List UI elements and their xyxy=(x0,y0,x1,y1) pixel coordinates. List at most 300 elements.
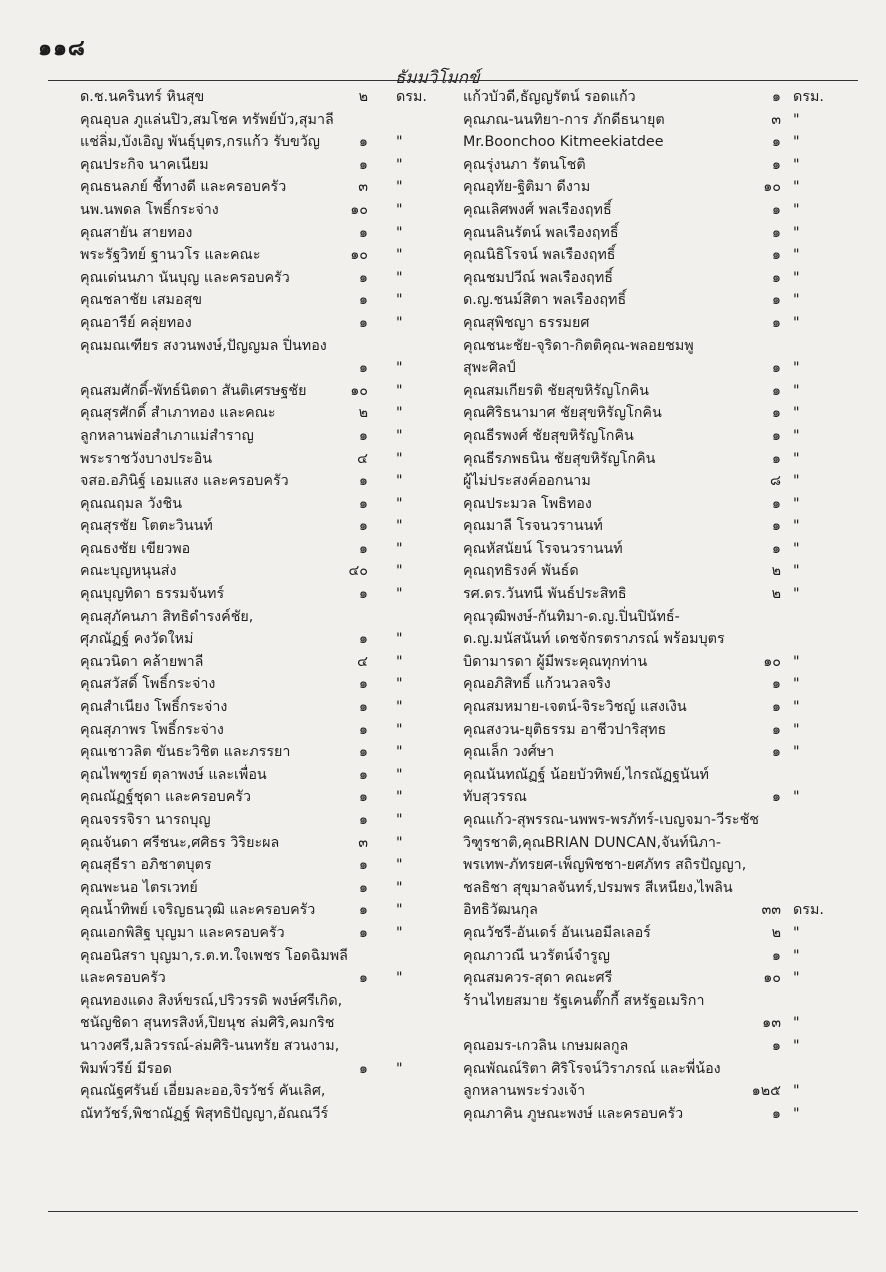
donor-name: และครอบครัว xyxy=(80,970,166,987)
donation-unit: " xyxy=(793,563,800,580)
donation-unit: " xyxy=(396,789,403,806)
donation-unit: " xyxy=(793,111,800,128)
donation-amount: ๑ xyxy=(358,970,368,987)
donation-unit: " xyxy=(396,766,403,783)
left-entry xyxy=(80,786,440,809)
left-entry xyxy=(80,109,440,132)
donation-unit: " xyxy=(793,314,800,331)
donation-unit: " xyxy=(396,518,403,535)
donor-name: คุณไพฑูรย์ ตุลาพงษ์ และเพื่อน xyxy=(80,766,267,783)
donor-name: คุณนิธิโรจน์ พลเรืองฤทธิ์ xyxy=(463,247,616,264)
donor-name: คุณธงชัย เขียวพอ xyxy=(80,540,191,557)
left-entry xyxy=(80,289,440,312)
donation-unit: " xyxy=(396,540,403,557)
right-entry xyxy=(463,628,823,651)
donation-unit: " xyxy=(396,269,403,286)
right-entry xyxy=(463,131,823,154)
donation-amount: ๑ xyxy=(358,292,368,309)
donation-unit: " xyxy=(396,857,403,874)
right-entry xyxy=(463,922,823,945)
donation-unit: " xyxy=(793,450,800,467)
donor-name: คุณเชาวลิต ขันธะวิชิต และภรรยา xyxy=(80,744,291,761)
left-entry xyxy=(80,651,440,674)
donation-unit: " xyxy=(793,1015,800,1032)
donor-name: อิทธิวัฒนกุล xyxy=(463,902,538,919)
donation-amount: ๑ xyxy=(771,721,781,738)
right-entry xyxy=(463,357,823,380)
donor-name: คุณณัฏฐ์ชุดา และครอบครัว xyxy=(80,789,251,806)
donation-amount: ๓ xyxy=(771,111,781,128)
donation-unit: " xyxy=(793,179,800,196)
right-entry xyxy=(463,176,823,199)
donation-amount: ๒ xyxy=(771,924,781,941)
donation-unit: " xyxy=(793,495,800,512)
donation-unit: " xyxy=(396,879,403,896)
donation-amount: ๑ xyxy=(771,518,781,535)
left-entry xyxy=(80,86,440,109)
right-entry xyxy=(463,945,823,968)
donation-unit: " xyxy=(793,789,800,806)
left-entry xyxy=(80,1012,440,1035)
right-entry xyxy=(463,832,823,855)
donation-amount: ๓๓ xyxy=(761,902,781,919)
donation-amount: ๑ xyxy=(771,676,781,693)
donor-name: ณัทวัชร์,พิชาณัฏฐ์ พิสุทธิปัญญา,อัณณวีร์ xyxy=(80,1105,329,1122)
donor-name: คณะบุญหนุนส่ง xyxy=(80,563,177,580)
donation-unit: " xyxy=(396,631,403,648)
donation-unit: " xyxy=(793,134,800,151)
donation-unit: " xyxy=(793,721,800,738)
donor-name: นพ.นพดล โพธิ์กระจ่าง xyxy=(80,201,219,218)
donor-name: คุณธนลภย์ ชี้ทางดี และครอบครัว xyxy=(80,179,287,196)
donation-amount: ๒ xyxy=(358,405,368,422)
donor-name: ผู้ไม่ประสงค์ออกนาม xyxy=(463,473,591,490)
donation-amount: ๑ xyxy=(358,857,368,874)
donor-name: คุณวุฒิพงษ์-กันทิมา-ด.ญ.ปิ่นปินัทธ์- xyxy=(463,608,680,625)
donor-name: คุณอุทัย-ฐิติมา ดีงาม xyxy=(463,179,591,196)
donation-unit: " xyxy=(396,924,403,941)
left-entry xyxy=(80,628,440,651)
right-entry xyxy=(463,1058,823,1081)
donation-amount: ๑ xyxy=(358,721,368,738)
right-entry xyxy=(463,402,823,425)
left-entry xyxy=(80,899,440,922)
donation-unit: " xyxy=(793,540,800,557)
donor-name: คุณอมร-เกวลิน เกษมผลกูล xyxy=(463,1037,629,1054)
donor-name: คุณอารีย์ คลุ่ยทอง xyxy=(80,314,192,331)
donor-name: คุณชลาชัย เสมอสุข xyxy=(80,292,203,309)
donation-amount: ๑๐ xyxy=(763,970,781,987)
donor-name: คุณบุญทิดา ธรรมจันทร์ xyxy=(80,586,225,603)
donor-name: คุณศิริธนามาศ ชัยสุขหิรัญโกคิน xyxy=(463,405,662,422)
donation-amount: ๑ xyxy=(358,473,368,490)
donor-name: ด.ช.นครินทร์ หินสุข xyxy=(80,89,205,105)
left-entry xyxy=(80,764,440,787)
right-entry xyxy=(463,899,823,922)
donor-name: คุณสุภาพร โพธิ์กระจ่าง xyxy=(80,721,224,738)
donation-amount: ๑ xyxy=(358,676,368,693)
donation-unit: " xyxy=(396,653,403,670)
right-entry xyxy=(463,990,823,1013)
left-entry xyxy=(80,809,440,832)
donation-amount: ๑๐ xyxy=(763,179,781,196)
donation-amount: ๑ xyxy=(771,495,781,512)
donation-amount: ๑ xyxy=(358,924,368,941)
donor-name: คุณสุรชัย โตตะวินนท์ xyxy=(80,518,213,535)
left-entry xyxy=(80,154,440,177)
donation-unit: " xyxy=(793,518,800,535)
donation-unit: " xyxy=(793,1105,800,1122)
right-entry xyxy=(463,109,823,132)
donation-unit: " xyxy=(793,653,800,670)
donor-name: คุณสำเนียง โพธิ์กระจ่าง xyxy=(80,699,228,716)
donation-amount: ๓ xyxy=(358,179,368,196)
donation-amount: ๑ xyxy=(771,382,781,399)
donor-name: ลูกหลานพระร่วงเจ้า xyxy=(463,1083,586,1100)
donation-amount: ๑ xyxy=(358,766,368,783)
donation-unit: " xyxy=(793,744,800,761)
donation-amount: ๑ xyxy=(358,540,368,557)
donation-amount: ๑ xyxy=(771,292,781,309)
donation-unit: " xyxy=(793,947,800,964)
donor-name: พรเทพ-ภัทรยศ-เพ็ญพิชชา-ยศภัทร สถิรปัญญา, xyxy=(463,857,747,874)
donor-name: แช่ลิ่ม,บังเอิญ พันธุ์บุตร,กรแก้ว รับขวัญ xyxy=(80,134,320,151)
right-entry xyxy=(463,719,823,742)
donation-amount: ๒ xyxy=(771,586,781,603)
donation-amount: ๑ xyxy=(358,1060,368,1077)
page-number: ๑๑๘ xyxy=(38,35,86,61)
right-entry xyxy=(463,199,823,222)
right-entry xyxy=(463,696,823,719)
donation-amount: ๒ xyxy=(358,89,368,105)
donor-name: คุณพะนอ ไตรเวทย์ xyxy=(80,879,198,896)
donor-name: คุณชนะชัย-จุริดา-กิตติคุณ-พลอยชมพู xyxy=(463,337,694,354)
donor-name: คุณแก้ว-สุพรรณ-นพพร-พรภัทร์-เบญจมา-วีระชัช xyxy=(463,812,759,828)
right-entry xyxy=(463,267,823,290)
donation-unit: " xyxy=(396,699,403,716)
donor-name: คุณสายัน สายทอง xyxy=(80,224,193,241)
donor-name: รศ.ดร.วันทนี พันธ์ประสิทธิ xyxy=(463,586,627,603)
left-entry xyxy=(80,357,440,380)
left-entry xyxy=(80,515,440,538)
donor-name: คุณภณ-นนทิยา-การ ภักดีธนายุต xyxy=(463,111,665,128)
donation-amount: ๑ xyxy=(358,314,368,331)
right-entry xyxy=(463,673,823,696)
donation-amount: ๑ xyxy=(358,360,368,377)
right-entry xyxy=(463,244,823,267)
donation-amount: ๑๐ xyxy=(350,247,368,264)
donor-name: คุณภาคิน ภูษณะพงษ์ และครอบครัว xyxy=(463,1105,684,1122)
donation-unit: " xyxy=(793,970,800,987)
donation-amount: ๑๓ xyxy=(762,1015,781,1032)
left-entry xyxy=(80,176,440,199)
right-entry xyxy=(463,289,823,312)
donation-amount: ๑ xyxy=(358,812,368,828)
donor-name: คุณนลินรัตน์ พลเรืองฤทธิ์ xyxy=(463,224,619,241)
donor-name: จสอ.อภินิฐ์ เอมแสง และครอบครัว xyxy=(80,473,289,490)
donation-amount: ๑ xyxy=(771,224,781,241)
donor-name: คุณอภิสิทธิ์ แก้วนวลจริง xyxy=(463,676,611,693)
donation-unit: " xyxy=(396,134,403,151)
donation-amount: ๑๒๕ xyxy=(751,1083,781,1100)
right-entry xyxy=(463,786,823,809)
right-entry xyxy=(463,448,823,471)
donation-unit: " xyxy=(396,224,403,241)
donation-unit: " xyxy=(793,292,800,309)
donor-name: คุณจันดา ศรีชนะ,ศศิธร วิริยะผล xyxy=(80,834,280,851)
left-donor-column xyxy=(80,86,440,1125)
left-entry xyxy=(80,538,440,561)
right-entry xyxy=(463,1012,823,1035)
donation-amount: ๑ xyxy=(771,89,781,105)
donation-unit: " xyxy=(396,812,403,828)
right-entry xyxy=(463,583,823,606)
donor-name: พิมพ์วรีย์ มีรอด xyxy=(80,1060,172,1077)
donor-name: ร้านไทยสมาย รัฐเคนตั๊กกี้ สหรัฐอเมริกา xyxy=(463,992,705,1009)
donation-amount: ๑ xyxy=(358,134,368,151)
donor-name: คุณหัสนัยน์ โรจนวรานนท์ xyxy=(463,540,623,557)
right-entry xyxy=(463,967,823,990)
right-donor-column xyxy=(463,86,823,1125)
left-entry xyxy=(80,199,440,222)
donor-name: พระรัฐวิทย์ ฐานวโร และคณะ xyxy=(80,247,261,264)
donation-amount: ๔๐ xyxy=(348,563,368,580)
donation-unit: " xyxy=(396,382,403,399)
donation-amount: ๑๐ xyxy=(763,653,781,670)
donation-amount: ๑ xyxy=(771,156,781,173)
donor-name: ด.ญ.มนัสนันท์ เดชจักรตราภรณ์ พร้อมบุตร xyxy=(463,631,725,648)
left-entry xyxy=(80,1035,440,1058)
right-entry xyxy=(463,86,823,109)
donation-unit: " xyxy=(396,676,403,693)
donor-name: คุณสมควร-สุดา คณะศรี xyxy=(463,970,613,987)
right-entry xyxy=(463,154,823,177)
right-entry xyxy=(463,538,823,561)
left-entry xyxy=(80,1058,440,1081)
donation-amount: ๑ xyxy=(771,744,781,761)
left-entry xyxy=(80,425,440,448)
left-entry xyxy=(80,1103,440,1126)
donation-unit: " xyxy=(793,360,800,377)
left-entry xyxy=(80,967,440,990)
donation-unit: " xyxy=(396,495,403,512)
donor-name: นาวงศรี,มลิวรรณ์-ล่มศิริ-นนทรัย สวนงาม, xyxy=(80,1037,340,1054)
left-entry xyxy=(80,990,440,1013)
right-entry xyxy=(463,560,823,583)
donation-amount: ๑ xyxy=(771,360,781,377)
right-entry xyxy=(463,312,823,335)
left-entry xyxy=(80,922,440,945)
donor-name: คุณเด่นนภา นันบุญ และครอบครัว xyxy=(80,269,290,286)
left-entry xyxy=(80,1080,440,1103)
donation-amount: ๑ xyxy=(771,247,781,264)
donor-name: บิดามารดา ผู้มีพระคุณทุกท่าน xyxy=(463,653,648,670)
left-entry xyxy=(80,673,440,696)
donation-amount: ๑ xyxy=(358,879,368,896)
left-entry xyxy=(80,312,440,335)
donation-unit: " xyxy=(793,156,800,173)
left-entry xyxy=(80,131,440,154)
left-entry xyxy=(80,719,440,742)
donation-amount: ๑ xyxy=(358,586,368,603)
right-entry xyxy=(463,380,823,403)
donation-unit: " xyxy=(396,405,403,422)
donation-unit: " xyxy=(793,473,800,490)
donation-unit: " xyxy=(793,924,800,941)
donation-amount: ๑ xyxy=(358,789,368,806)
donation-amount: ๑ xyxy=(358,518,368,535)
donor-name: สุพะศิลป์ xyxy=(463,360,516,377)
donor-name: คุณสวัสดิ์ โพธิ์กระจ่าง xyxy=(80,676,216,693)
left-entry xyxy=(80,877,440,900)
right-entry xyxy=(463,651,823,674)
donation-amount: ๑ xyxy=(771,269,781,286)
donation-amount: ๑ xyxy=(358,156,368,173)
donation-unit: " xyxy=(793,269,800,286)
donation-amount: ๑ xyxy=(771,314,781,331)
donation-amount: ๑ xyxy=(771,789,781,806)
donation-unit: " xyxy=(396,721,403,738)
donation-amount: ๑ xyxy=(771,405,781,422)
donation-amount: ๑ xyxy=(358,269,368,286)
donation-amount: ๑ xyxy=(771,540,781,557)
donation-unit: " xyxy=(396,292,403,309)
donor-name: คุณมณเฑียร สงวนพงษ์,ปัญญมล ปิ่นทอง xyxy=(80,337,327,354)
donation-unit: " xyxy=(396,427,403,444)
donation-amount: ๔ xyxy=(357,450,368,467)
donation-unit: " xyxy=(793,382,800,399)
donor-name: คุณน้ำทิพย์ เจริญธนวุฒิ และครอบครัว xyxy=(80,902,316,919)
left-entry xyxy=(80,380,440,403)
donor-name: คุณวัชรี-อันเดร์ อันเนอมีลเลอร์ xyxy=(463,924,651,941)
donation-unit: " xyxy=(396,744,403,761)
right-entry xyxy=(463,1103,823,1126)
donation-unit: " xyxy=(793,1037,800,1054)
donation-unit: " xyxy=(793,405,800,422)
donor-name: ชลธิชา สุขุมาลจันทร์,ปรมพร สีเหนียง,ไพลิน xyxy=(463,879,733,896)
donor-name: คุณอนิสรา บุญมา,ร.ต.ท.ใจเพชร โอดฉิมพลี xyxy=(80,947,348,964)
donor-name: คุณสุธีรา อภิชาตบุตร xyxy=(80,857,212,874)
donation-unit: " xyxy=(396,834,403,851)
donation-amount: ๑ xyxy=(771,134,781,151)
donation-amount: ๑ xyxy=(771,1037,781,1054)
donation-amount: ๑ xyxy=(771,699,781,716)
donor-name: คุณสุพิชญา ธรรมยศ xyxy=(463,314,590,331)
donor-name: คุณฤทธิรงค์ พันธ์ด xyxy=(463,563,579,580)
donor-name: คุณสมหมาย-เจตน์-จิระวิชญ์ แสงเงิน xyxy=(463,699,687,716)
donation-amount: ๑ xyxy=(358,631,368,648)
right-entry xyxy=(463,854,823,877)
left-entry xyxy=(80,945,440,968)
left-entry xyxy=(80,696,440,719)
donor-name: คุณสุรศักดิ์ สำเภาทอง และคณะ xyxy=(80,405,276,422)
donor-name: ชนัญชิดา สุนทรสิงห์,ปิยนุช ล่มศิริ,คมกริช xyxy=(80,1015,335,1032)
right-entry xyxy=(463,425,823,448)
donation-amount: ๑๐ xyxy=(350,201,368,218)
donor-name: ด.ญ.ชนม์สิตา พลเรืองฤทธิ์ xyxy=(463,292,627,309)
donor-name: คุณจรรจิรา นารถบุญ xyxy=(80,812,211,828)
donation-amount: ๑ xyxy=(358,902,368,919)
donor-name: คุณอุบล ภูแล่นปิว,สมโชค ทรัพย์บัว,สุมาลี xyxy=(80,111,334,128)
donor-name: ลูกหลานพ่อสำเภาแม่สำราญ xyxy=(80,427,254,444)
donor-name: คุณณฤมล วังชิน xyxy=(80,495,182,512)
donation-unit: " xyxy=(793,676,800,693)
left-entry xyxy=(80,402,440,425)
left-entry xyxy=(80,335,440,358)
donation-amount: ๑ xyxy=(358,699,368,716)
donor-name: คุณธีรพงศ์ ชัยสุขหิรัญโกคิน xyxy=(463,427,634,444)
donation-amount: ๘ xyxy=(769,473,781,490)
donation-unit: " xyxy=(793,427,800,444)
donation-unit: " xyxy=(793,586,800,603)
donor-name: คุณสมศักดิ์-พัทธ์นิตดา สันติเศรษฐชัย xyxy=(80,382,307,399)
donor-name: คุณธีรภพธนิน ชัยสุขหิรัญโกคิน xyxy=(463,450,656,467)
donation-unit: " xyxy=(793,224,800,241)
donation-unit: ดรม. xyxy=(793,902,824,919)
donation-unit: " xyxy=(396,970,403,987)
donation-amount: ๑ xyxy=(358,495,368,512)
right-entry xyxy=(463,493,823,516)
donation-unit: " xyxy=(396,314,403,331)
donor-name: คุณพัณณ์ริตา ศิริโรจน์วิราภรณ์ และพี่น้อง xyxy=(463,1060,721,1077)
donor-name: คุณวนิดา คล้ายพาลี xyxy=(80,653,204,670)
right-entry xyxy=(463,335,823,358)
donor-name: ศุภณัฏฐ์ คงวัดใหม่ xyxy=(80,631,194,648)
right-entry xyxy=(463,764,823,787)
donor-name: คุณมาลี โรจนวรานนท์ xyxy=(463,518,603,535)
left-entry xyxy=(80,583,440,606)
right-entry xyxy=(463,741,823,764)
left-entry xyxy=(80,493,440,516)
donation-amount: ๓ xyxy=(358,834,368,851)
left-entry xyxy=(80,606,440,629)
donor-name: คุณสมเกียรติ ชัยสุขหิรัญโกคิน xyxy=(463,382,649,399)
donation-amount: ๔ xyxy=(357,653,368,670)
donation-unit: " xyxy=(396,473,403,490)
left-entry xyxy=(80,244,440,267)
donation-unit: " xyxy=(396,450,403,467)
running-head: ธัมมวิโมกข์ xyxy=(395,68,480,88)
right-entry xyxy=(463,470,823,493)
donor-name: คุณประมวล โพธิทอง xyxy=(463,495,592,512)
right-entry xyxy=(463,515,823,538)
donor-name: ทับสุวรรณ xyxy=(463,789,527,806)
donation-unit: " xyxy=(793,247,800,264)
donation-unit: " xyxy=(396,201,403,218)
donor-name: คุณรุ่งนภา รัตนโชติ xyxy=(463,156,586,173)
donation-amount: ๑ xyxy=(771,201,781,218)
donation-amount: ๑๐ xyxy=(350,382,368,399)
left-entry xyxy=(80,560,440,583)
donation-unit: " xyxy=(396,902,403,919)
right-entry xyxy=(463,877,823,900)
left-entry xyxy=(80,741,440,764)
left-entry xyxy=(80,267,440,290)
donor-name: พระราชวังบางประอิน xyxy=(80,450,213,467)
left-entry xyxy=(80,448,440,471)
donation-amount: ๑ xyxy=(358,744,368,761)
donor-name: คุณประกิจ นาคเนียม xyxy=(80,156,209,173)
donation-unit: " xyxy=(396,156,403,173)
right-entry xyxy=(463,1035,823,1058)
left-entry xyxy=(80,854,440,877)
donation-unit: " xyxy=(793,1083,800,1100)
donor-name: คุณเล็ก วงศ์ษา xyxy=(463,744,555,761)
donation-unit: " xyxy=(396,563,403,580)
donation-unit: " xyxy=(396,1060,403,1077)
left-entry xyxy=(80,832,440,855)
right-entry xyxy=(463,606,823,629)
